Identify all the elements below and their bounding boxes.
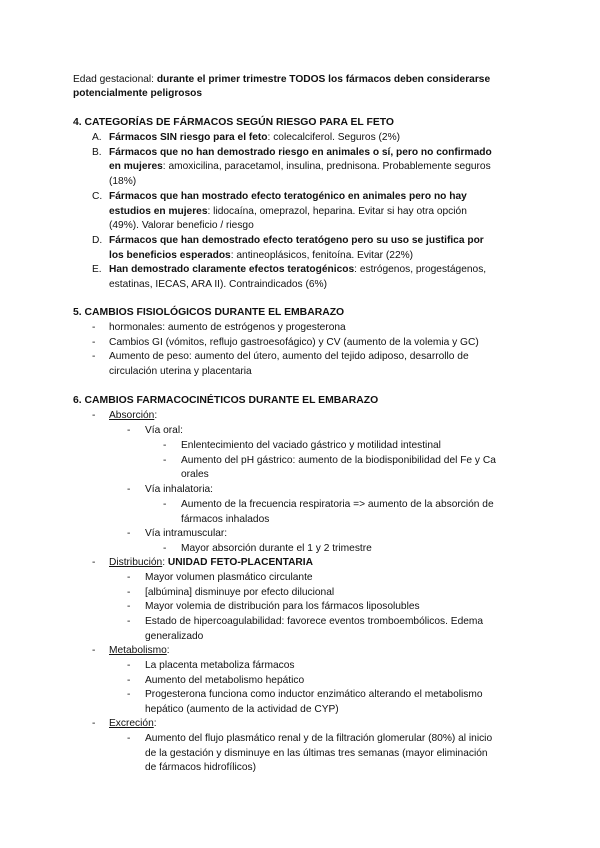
intro-bold-line-2: potencialmente peligrosos <box>73 88 203 99</box>
distribucion-title-line <box>109 555 313 570</box>
dash-marker: - <box>92 351 96 363</box>
excrecion-title-line <box>109 716 157 731</box>
list-item: Mayor volumen plasmático circulante <box>145 572 313 583</box>
absorcion-title-line <box>109 408 157 423</box>
category-detail: (49%). Valorar beneficio / riesgo <box>109 220 254 232</box>
dash-marker: - <box>163 499 167 510</box>
dash-marker: - <box>127 586 131 598</box>
category-detail: : estrógenos, progestágenos, <box>354 264 487 276</box>
category-name: en mujeres <box>109 161 163 173</box>
list-marker: C. <box>92 190 103 202</box>
list-marker: E. <box>92 264 102 276</box>
dash-marker: - <box>92 322 96 333</box>
list-item: de fármacos hidrofílicos) <box>145 762 256 774</box>
dash-marker: - <box>127 660 131 671</box>
distribucion-bold: UNIDAD FETO-PLACENTARIA <box>167 557 313 568</box>
list-item: de la gestación y disminuye en las últimas tres semanas (mayor eliminación <box>145 747 488 759</box>
category-line <box>109 189 467 204</box>
list-item: circulación uterina y placentaria <box>109 366 252 378</box>
via-inhalatoria-title: Vía inhalatoria: <box>145 484 213 495</box>
dash-marker: - <box>127 674 131 686</box>
dash-marker: - <box>163 440 167 451</box>
category-line <box>109 262 486 277</box>
list-marker: D. <box>92 234 103 246</box>
dash-marker: - <box>92 718 96 729</box>
list-item: hepático (aumento de la actividad de CYP) <box>145 704 339 716</box>
dash-marker: - <box>127 733 131 744</box>
section-6-heading: 6. CAMBIOS FARMACOCINÉTICOS DURANTE EL EMBARAZO <box>73 395 379 406</box>
list-item: Mayor absorción durante el 1 y 2 trimestre <box>181 543 372 554</box>
list-item: Aumento de peso: aumento del útero, aumento del tejido adiposo, desarrollo de <box>109 351 469 363</box>
category-name: Fármacos que no han demostrado riesgo en animales o sí, pero no confirmado <box>109 146 492 158</box>
metabolismo-title-line <box>109 643 170 658</box>
category-line <box>109 248 413 263</box>
list-item: [albúmina] disminuye por efecto dilucional <box>145 586 335 598</box>
dash-marker: - <box>127 425 131 436</box>
list-item: Estado de hipercoagulabilidad: favorece eventos tromboembólicos. Edema <box>145 616 484 628</box>
list-item: Cambios GI (vómitos, reflujo gastroesofágico) y CV (aumento de la volemia y GC) <box>109 336 479 348</box>
absorcion-title: Absorción <box>109 410 155 421</box>
via-intramuscular-title: Vía intramuscular: <box>145 528 228 539</box>
dash-marker: - <box>127 528 131 539</box>
list-item: Mayor volemia de distribución para los fármacos liposolubles <box>145 601 420 613</box>
category-detail: : colecalciferol. Seguros (2%) <box>267 132 401 143</box>
list-item: La placenta metaboliza fármacos <box>145 660 295 671</box>
list-item: Aumento del flujo plasmático renal y de la filtración glomerular (80%) al inicio <box>145 733 493 744</box>
dash-marker: - <box>127 689 131 701</box>
dash-marker: - <box>127 484 131 495</box>
section-5-heading: 5. CAMBIOS FISIOLÓGICOS DURANTE EL EMBARAZO <box>73 307 345 318</box>
dash-marker: - <box>127 601 131 613</box>
category-detail: : lidocaína, omeprazol, heparina. Evitar si hay otra opción <box>207 205 467 217</box>
dash-marker: - <box>92 336 96 348</box>
list-item: hormonales: aumento de estrógenos y progesterona <box>109 322 346 333</box>
list-item: Enlentecimiento del vaciado gástrico y motilidad intestinal <box>181 440 441 451</box>
category-detail: (18%) <box>109 176 137 188</box>
section-4-heading: 4. CATEGORÍAS DE FÁRMACOS SEGÚN RIESGO PARA EL FETO <box>73 117 394 128</box>
dash-marker: - <box>127 616 131 628</box>
list-item: generalizado <box>145 630 204 642</box>
list-marker: A. <box>92 132 102 143</box>
via-oral-title: Vía oral: <box>145 425 183 436</box>
list-item: Aumento del pH gástrico: aumento de la biodisponibilidad del Fe y Ca <box>181 454 496 466</box>
category-line <box>109 130 400 145</box>
category-detail: : amoxicilina, paracetamol, insulina, prednisona. Probablemente seguros <box>162 161 491 173</box>
category-name: Fármacos que han demostrado efecto teratógeno pero su uso se justifica por <box>109 234 484 246</box>
absorcion-suffix: : <box>154 410 158 421</box>
category-detail: estatinas, IECAS, ARA II). Contraindicados (6%) <box>109 279 327 290</box>
intro-label: Edad gestacional: <box>73 74 157 85</box>
dash-marker: - <box>92 645 96 656</box>
excrecion-title: Excreción <box>109 718 154 729</box>
dash-marker: - <box>92 557 96 568</box>
list-item: Aumento de la frecuencia respiratoria => aumento de la absorción de <box>181 499 494 510</box>
dash-marker: - <box>127 572 131 583</box>
distribucion-title: Distribución <box>109 557 163 568</box>
list-item: Aumento del metabolismo hepático <box>145 674 305 686</box>
excrecion-suffix: : <box>153 718 157 729</box>
list-marker: B. <box>92 146 102 158</box>
category-line <box>109 159 491 174</box>
dash-marker: - <box>163 543 167 554</box>
intro-bold-line-1: durante el primer trimestre TODOS los fármacos deben considerarse <box>156 74 491 85</box>
category-name: estudios en mujeres <box>109 205 208 217</box>
list-item: fármacos inhalados <box>181 513 270 525</box>
category-line <box>109 145 492 160</box>
intro-line-1 <box>73 72 490 87</box>
distribucion-suffix: : <box>162 557 168 568</box>
category-detail: : antineoplásicos, fenitoína. Evitar (22%) <box>230 249 414 261</box>
category-name: Han demostrado claramente efectos teratogénicos <box>109 264 355 276</box>
metabolismo-suffix: : <box>166 645 170 656</box>
category-name: Fármacos que han mostrado efecto teratogénico en animales pero no hay <box>109 190 467 202</box>
metabolismo-title: Metabolismo <box>109 645 167 656</box>
category-name: los beneficios esperados <box>109 249 231 261</box>
dash-marker: - <box>92 410 96 421</box>
list-item: Progesterona funciona como inductor enzimático alterando el metabolismo <box>145 689 483 701</box>
dash-marker: - <box>163 454 167 466</box>
category-line <box>109 204 467 219</box>
category-line <box>109 174 136 189</box>
category-line <box>109 277 327 292</box>
category-name: Fármacos SIN riesgo para el feto <box>109 132 268 143</box>
list-item: orales <box>181 469 209 481</box>
category-line <box>109 233 484 248</box>
category-line <box>109 218 254 233</box>
